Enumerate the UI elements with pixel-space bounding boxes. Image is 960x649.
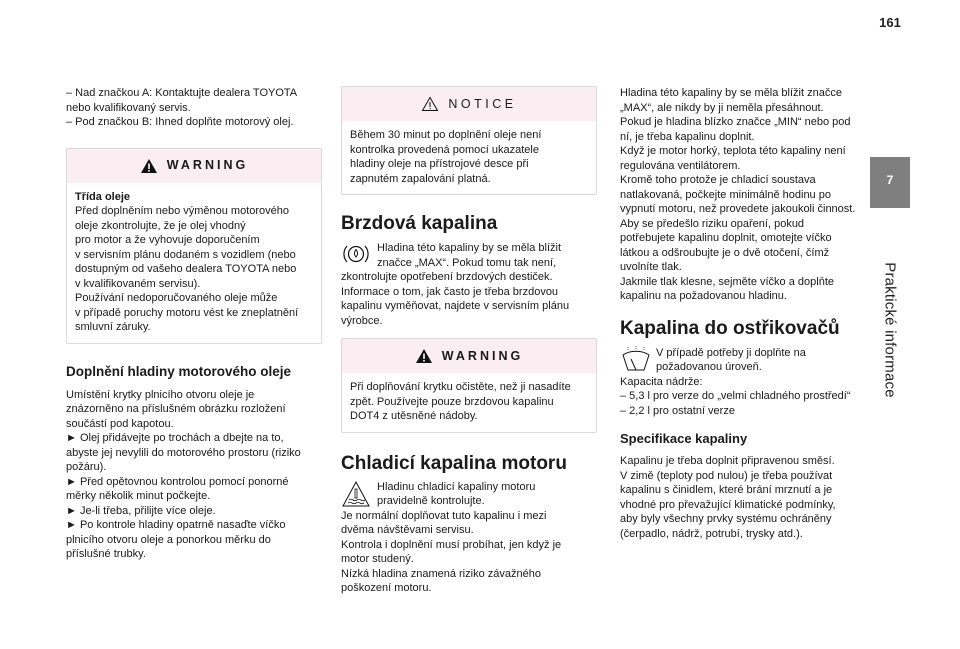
column-3 bbox=[620, 86, 876, 541]
notice-label: NOTICE bbox=[448, 96, 517, 111]
fluid-spec-heading: Specifikace kapaliny bbox=[620, 431, 748, 446]
washer-capacity-text: Kapacita nádrže: – 5,3 l pro verze do „velmi chladného prostředí“ – 2,2 l pro ostatní verze bbox=[620, 375, 851, 417]
brake-fluid-lead bbox=[341, 241, 597, 270]
brake-fluid-lead-text: Hladina této kapaliny by se měla blížit značce „MAX“. Pokud tomu tak není, bbox=[377, 242, 562, 269]
warning-header bbox=[67, 149, 321, 183]
coolant-heading: Chladicí kapalina motoru bbox=[341, 452, 567, 474]
warning-header bbox=[342, 339, 596, 373]
warning-icon bbox=[140, 158, 158, 174]
notice-header bbox=[342, 87, 596, 121]
oil-level-marks-text: – Nad značkou A: Kontaktujte dealera TOYOTA nebo kvalifikovaný servis. – Pod značkou B: Ihned doplňte motorový olej. bbox=[66, 87, 298, 128]
warning-icon bbox=[415, 348, 433, 364]
column-2 bbox=[341, 86, 597, 596]
coolant-lead-text: Hladinu chladicí kapaliny motoru pravidelně kontrolujte. bbox=[377, 480, 536, 507]
notice-text: Během 30 minut po doplnění oleje není kontrolka provedená pomocí ukazatele hladiny oleje na přístrojové desce při zapnutém zapalování platná. bbox=[350, 129, 542, 185]
warning-text: Před doplněním nebo výměnou motorového oleje zkontrolujte, že je olej vhodný pro motor a že vyhovuje doporučením v servisním plánu dodaném s vozidlem (nebo dostupným od vašeho dealera TOYOTA nebo v kvalifikovaném servisu). Používání nedoporučovaného oleje může v případě poruchy motoru vést ke zneplatnění smluvní záruky. bbox=[75, 205, 299, 333]
oil-warning-box bbox=[66, 148, 322, 344]
oil-topup-text: Umístění krytky plnicího otvoru oleje je znázorněno na příslušném obrázku rozložení součástí pod kapotou. ► Olej přidávejte po trochách a dbejte na to, abyste jej nevylili do motorového prostoru (riziko požáru). ► Před opětovnou kontrolou pomocí ponorné měrky několik minut počkejte. ► Je-li třeba, přilijte více oleje. ► Po kontrole hladiny opatrně nasaďte víčko plnicího otvoru oleje a ponorkou měrku do příslušné trubky. bbox=[66, 388, 301, 560]
oil-topup-heading: Doplnění hladiny motorového oleje bbox=[66, 363, 292, 379]
coolant-level-text: Hladina této kapaliny by se měla blížit značce „MAX“, ale nikdy by ji neměla přesáhnout. Pokud je hladina blízko značce „MIN“ nebo pod ní, je třeba kapalinu doplnit. Když je motor horký, teplota této kapaliny není regulována ventilátorem. Kromě toho protože je chladicí soustava natlakovaná, počkejte minimálně hodinu po vypnutí motoru, než provedete jakoukoli činnost. Aby se předešlo riziku opaření, pokud potřebujete kapalinu doplnit, omotejte víčko látkou a odšroubujte je o dvě otočení, čímž uvolníte tlak. Jakmile tlak klesne, sejměte víčko a doplňte kapalinu na požadovanou hladinu. bbox=[620, 87, 856, 302]
brake-warning-text: Při doplňování krytku očistěte, než ji nasadíte zpět. Používejte pouze brzdovou kapalinu DOT4 z utěsněné nádoby. bbox=[350, 381, 571, 422]
washer-fluid-icon bbox=[620, 346, 652, 372]
warning-label: WARNING bbox=[441, 348, 524, 363]
washer-fluid-heading: Kapalina do ostřikovačů bbox=[620, 317, 840, 339]
page-number: 161 bbox=[879, 15, 901, 30]
washer-fluid-lead bbox=[620, 346, 876, 375]
brake-fluid-icon bbox=[341, 241, 371, 267]
coolant-icon bbox=[341, 480, 371, 508]
washer-fluid-lead-text: V případě potřeby ji doplňte na požadovanou úroveň. bbox=[656, 346, 806, 373]
coolant-lead bbox=[341, 480, 597, 509]
brake-fluid-text: zkontrolujte opotřebení brzdových destiček. Informace o tom, jak často je třeba brzdovou kapalinu vyměňovat, najdete v servisním plánu výrobce. bbox=[341, 271, 570, 327]
brake-fluid-heading: Brzdová kapalina bbox=[341, 213, 498, 234]
column-1 bbox=[66, 86, 322, 562]
warning-label: WARNING bbox=[166, 158, 249, 173]
notice-icon bbox=[421, 96, 439, 112]
brake-warning-box bbox=[341, 338, 597, 433]
section-number: 7 bbox=[886, 173, 894, 187]
section-title: Praktické informace bbox=[881, 262, 899, 398]
coolant-text: Je normální doplňovat tuto kapalinu i mezi dvěma návštěvami servisu. Kontrola i doplnění musí probíhat, jen když je motor studený. Nízká hladina znamená riziko závažného poškození motoru. bbox=[341, 509, 562, 594]
notice-box bbox=[341, 86, 597, 195]
fluid-spec-text: Kapalinu je třeba doplnit připravenou směsí. V zimě (teploty pod nulou) je třeba používat kapalinu s činidlem, které brání mrznutí a je vhodné pro převažující klimatické podmínky, aby byly všechny prvky systému ochráněny (čerpadlo, nádrž, potrubí, trysky atd.). bbox=[620, 455, 836, 540]
warning-title: Třída oleje bbox=[75, 190, 131, 203]
